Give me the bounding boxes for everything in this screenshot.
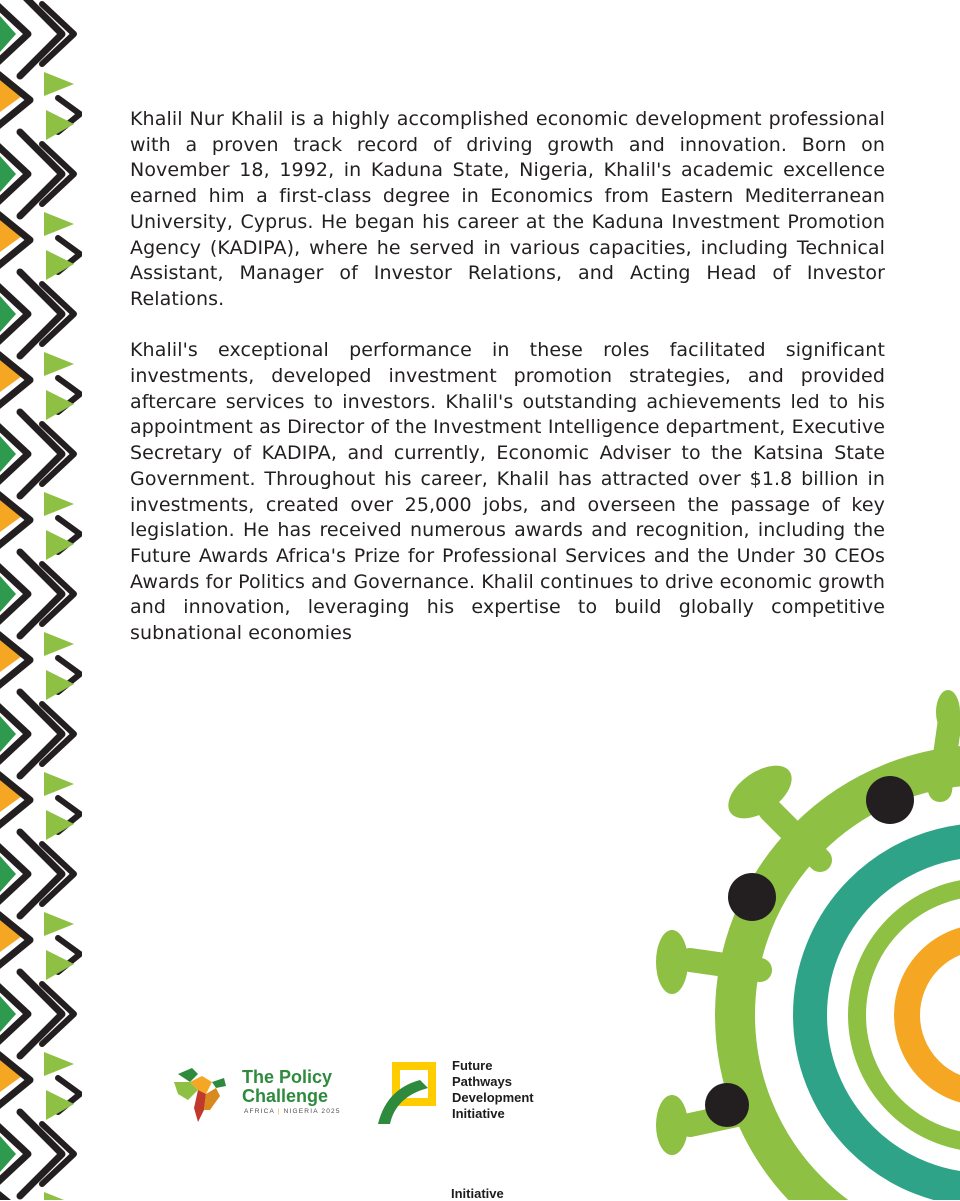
logo-line-future: Future: [452, 1058, 493, 1073]
bio-paragraph-2: Khalil's exceptional performance in these roles facilitated significant investments, developed investment promotion strategies, and provided aftercare services to investors. Khalil's outstanding achievements led to his appointment as Director of the Investment Intelligence department, Executive Secretary of KADIPA, and currently, Economic Adviser to the Katsina State Government. Throughout his career, Khalil has attracted over $1.8 billion in investments, created over 25,000 jobs, and overseen the passage of key legislation. He has received numerous awards and recognition, including the Future Awards Africa's Prize for Professional Services and the Under 30 CEOs Awards for Politics and Governance. Khalil continues to drive economic growth and innovation, leveraging his expertise to build globally competitive subnational economies: [130, 339, 885, 645]
africa-map-icon: [168, 1060, 234, 1126]
tagline-africa: AFRICA: [244, 1108, 275, 1115]
cropped-footer-text: Initiative: [451, 1186, 504, 1201]
policy-challenge-logo: [168, 1058, 348, 1128]
tribal-pattern-border: [0, 0, 82, 1200]
logo-line-pathways: Pathways: [452, 1074, 512, 1089]
logo-line-initiative: Initiative: [452, 1106, 505, 1121]
policy-challenge-tagline: [244, 1108, 341, 1115]
bio-paragraph-1: Khalil Nur Khalil is a highly accomplished economic development professional with a proven track record of driving growth and innovation. Born on November 18, 1992, in Kaduna State, Nigeria, Khalil's academic excellence earned him a first-class degree in Economics from Eastern Mediterranean University, Cyprus. He began his career at the Kaduna Investment Promotion Agency (KADIPA), where he served in various capacities, including Technical Assistant, Manager of Investor Relations, and Acting Head of Investor Relations.: [130, 108, 885, 310]
logo-line-development: Development: [452, 1090, 534, 1105]
tagline-separator: |: [277, 1108, 281, 1115]
future-pathways-logo: [376, 1058, 576, 1128]
pathway-arrow-icon: [376, 1060, 438, 1126]
tagline-nigeria: NIGERIA 2025: [283, 1108, 341, 1115]
cropped-footer-strip: [0, 1186, 960, 1201]
policy-challenge-title: The Policy Challenge: [242, 1067, 333, 1106]
biography-text: [130, 107, 885, 647]
virus-spiral-decoration: [640, 690, 960, 1200]
future-pathways-name: [452, 1058, 534, 1122]
